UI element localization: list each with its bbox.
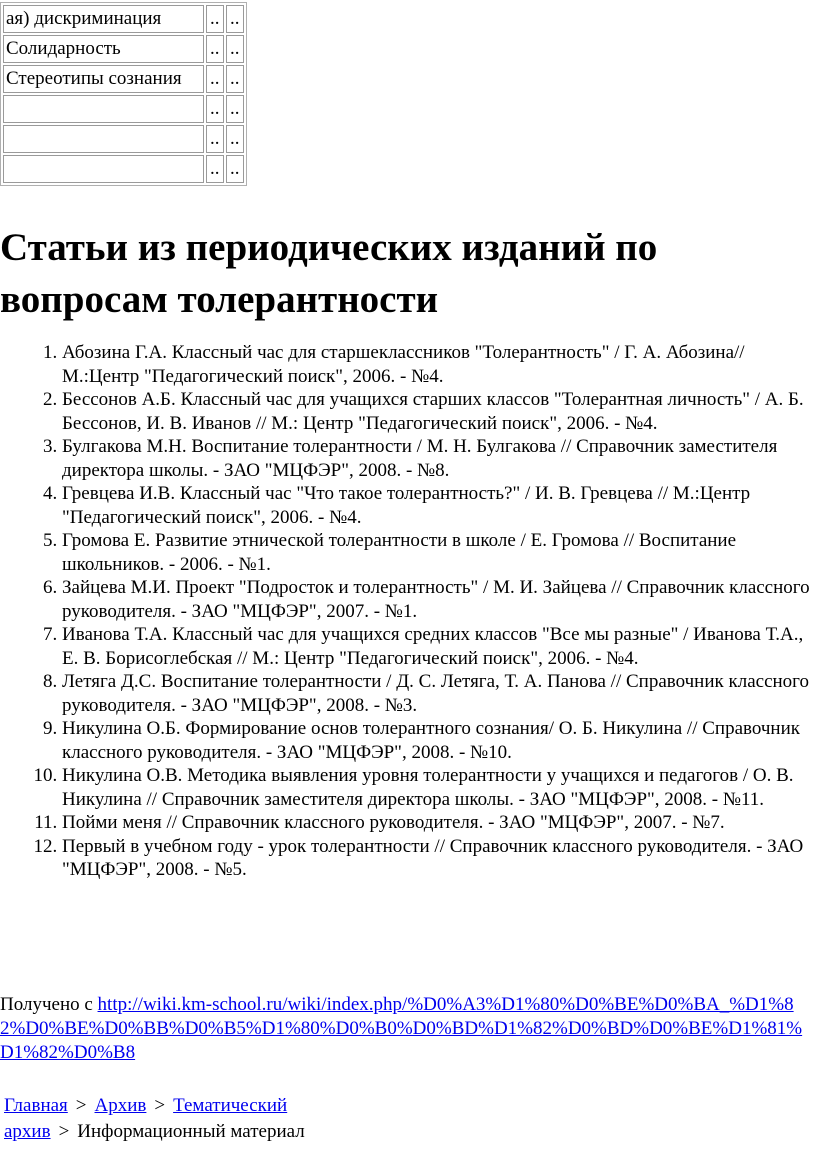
breadcrumb-separator: > [58, 1121, 70, 1142]
table-cell-dots: .. [226, 95, 244, 123]
breadcrumb-separator: > [75, 1095, 87, 1116]
list-item: 2. Бессонов А.Б. Классный час для учащихся старших классов "Толерантная личность" / А. Б. Бессонов, И. В. Иванов // М.: Центр "Педагогический поиск", 2006. - №4. [62, 388, 814, 435]
table-row [3, 125, 244, 153]
table-cell-dots: .. [226, 155, 244, 183]
table-cell-dots: .. [226, 5, 244, 33]
table-row [3, 35, 244, 63]
reference-list [0, 341, 814, 882]
table-row [3, 65, 244, 93]
table-cell-dots: .. [206, 5, 224, 33]
list-item: 10. Никулина О.В. Методика выявления уровня толерантности у учащихся и педагогов / О. В. Никулина // Справочник заместителя директора школы. - ЗАО "МЦФЭР", 2008. - №11. [62, 764, 814, 811]
table-row [3, 5, 244, 33]
breadcrumb-thematic-archive-link[interactable]: Тематический архив [4, 1095, 288, 1142]
table-cell-dots: .. [206, 65, 224, 93]
table-row [3, 155, 244, 183]
breadcrumb-current: Информационный материал [77, 1121, 305, 1142]
top-table [0, 2, 247, 186]
source-prefix: Получено с [0, 994, 98, 1015]
table-cell-label: Солидарность [3, 35, 204, 63]
list-item: 5. Громова Е. Развитие этнической толерантности в школе / Е. Громова // Воспитание школьников. - 2006. - №1. [62, 529, 814, 576]
list-item: 8. Летяга Д.С. Воспитание толерантности / Д. С. Летяга, Т. А. Панова // Справочник классного руководителя. - ЗАО "МЦФЭР", 2008. - №3. [62, 670, 814, 717]
table-cell-label [3, 95, 204, 123]
table-cell-dots: .. [206, 125, 224, 153]
list-item: 4. Гревцева И.В. Классный час "Что такое толерантность?" / И. В. Гревцева // М.:Центр "Педагогический поиск", 2006. - №4. [62, 482, 814, 529]
list-item: 3. Булгакова М.Н. Воспитание толерантности / М. Н. Булгакова // Справочник заместителя директора школы. - ЗАО "МЦФЭР", 2008. - №8. [62, 435, 814, 482]
table-cell-dots: .. [226, 65, 244, 93]
table-cell-dots: .. [206, 95, 224, 123]
page-heading: Статьи из периодических изданий по вопросам толерантности [0, 226, 658, 321]
list-item: 6. Зайцева М.И. Проект "Подросток и толерантность" / М. И. Зайцева // Справочник классного руководителя. - ЗАО "МЦФЭР", 2007. - №1. [62, 576, 814, 623]
breadcrumb-home-link[interactable]: Главная [4, 1095, 68, 1116]
table-cell-label: Стереотипы сознания [3, 65, 204, 93]
list-item: 1. Абозина Г.А. Классный час для старшеклассников "Толерантность" / Г. А. Абозина// М.:Центр "Педагогический поиск", 2006. - №4. [62, 341, 814, 388]
table-cell-dots: .. [206, 35, 224, 63]
breadcrumb-separator: > [154, 1095, 166, 1116]
table-cell-dots: .. [226, 125, 244, 153]
list-item: 7. Иванова Т.А. Классный час для учащихся средних классов "Все мы разные" / Иванова Т.А., Е. В. Борисоглебская // М.: Центр "Педагогический поиск", 2006. - №4. [62, 623, 814, 670]
table-cell-label: ая) дискриминация [3, 5, 204, 33]
table-cell-label [3, 155, 204, 183]
list-item: 9. Никулина О.Б. Формирование основ толерантного сознания/ О. Б. Никулина // Справочник классного руководителя. - ЗАО "МЦФЭР", 2008. - №10. [62, 717, 814, 764]
table-row [3, 95, 244, 123]
source-link[interactable]: http://wiki.km-school.ru/wiki/index.php/%D0%A3%D1%80%D0%BE%D0%BA_%D1%82%D0%BE%D0%BB%D0%B5%D1%80%D0%B0%D0%BD%D1%82%D0%BD%D0%BE%D1%81%D1%82%D0%B8 [0, 994, 803, 1063]
list-item: 12. Первый в учебном году - урок толерантности // Справочник классного руководителя. - ЗАО "МЦФЭР", 2008. - №5. [62, 835, 814, 882]
table-cell-dots: .. [226, 35, 244, 63]
table-cell-label [3, 125, 204, 153]
breadcrumb [4, 1093, 334, 1145]
list-item: 11. Пойми меня // Справочник классного руководителя. - ЗАО "МЦФЭР", 2007. - №7. [62, 811, 814, 835]
table-body [3, 5, 244, 183]
source-line [0, 993, 812, 1065]
breadcrumb-archive-link[interactable]: Архив [94, 1095, 147, 1116]
table-cell-dots: .. [206, 155, 224, 183]
